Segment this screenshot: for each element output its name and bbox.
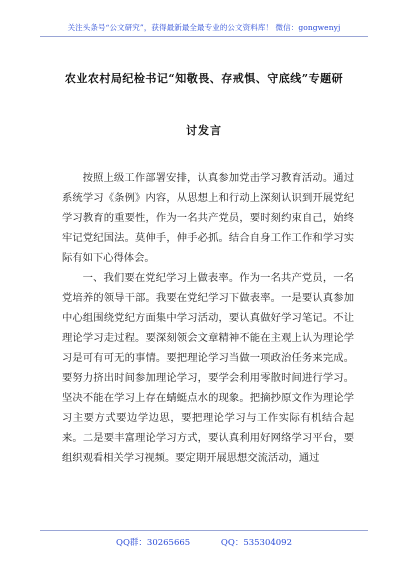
header-banner: 关注头条号“公文研究”，获得最新最全最专业的公文资料库！ 微信：gongwenyj (67, 23, 341, 32)
document-title-line-1: 农业农村局纪检书记“知敬畏、存戒惧、守底线”专题研 (64, 72, 344, 85)
footer-qq: QQ：535304092 (220, 538, 292, 548)
paragraph-intro: 按照上级工作部署安排，认真参加党击学习教育活动。通过系统学习《条例》内容，从思想上和行动上深刻认识到开展党纪学习教育的重要性，作为一名共产党员，要时刻约束自己，始终牢记党纪国法。莫伸手，伸手必抓。结合自身工作工作和学习实际有如下心得体会。 (62, 172, 354, 264)
footer-qq-group: QQ群：30265665 (115, 538, 191, 548)
header-divider (40, 36, 368, 37)
footer-contact (0, 536, 408, 548)
paragraph-section-one: 一、我们要在党纪学习上做表率。作为一名共产党员，一名党培养的领导干部。我要在党纪学习下做表率。一是要认真参加中心组围绕党纪方面集中学习活动，要认真做好学习笔记。不让理论学习走过程。要深刻领会文章精神不能在主观上认为理论学习是可有可无的事情。要把理论学习当做一项政治任务来完成。要努力挤出时间参加理论学习，要学会利用零散时间进行学习。坚决不能在学习上存在蜻蜓点水的现象。把摘抄原文作为理论学习主要方式要边学边思，要把理论学习与工作实际有机结合起来。二是要丰富理论学习方式，要认真利用好网络学习平台，要组织观看相关学习视频。要定期开展思想交流活动，通过 (62, 272, 354, 464)
document-body (62, 168, 354, 468)
footer-divider (40, 530, 368, 531)
document-title-line-2: 讨发言 (186, 124, 222, 137)
